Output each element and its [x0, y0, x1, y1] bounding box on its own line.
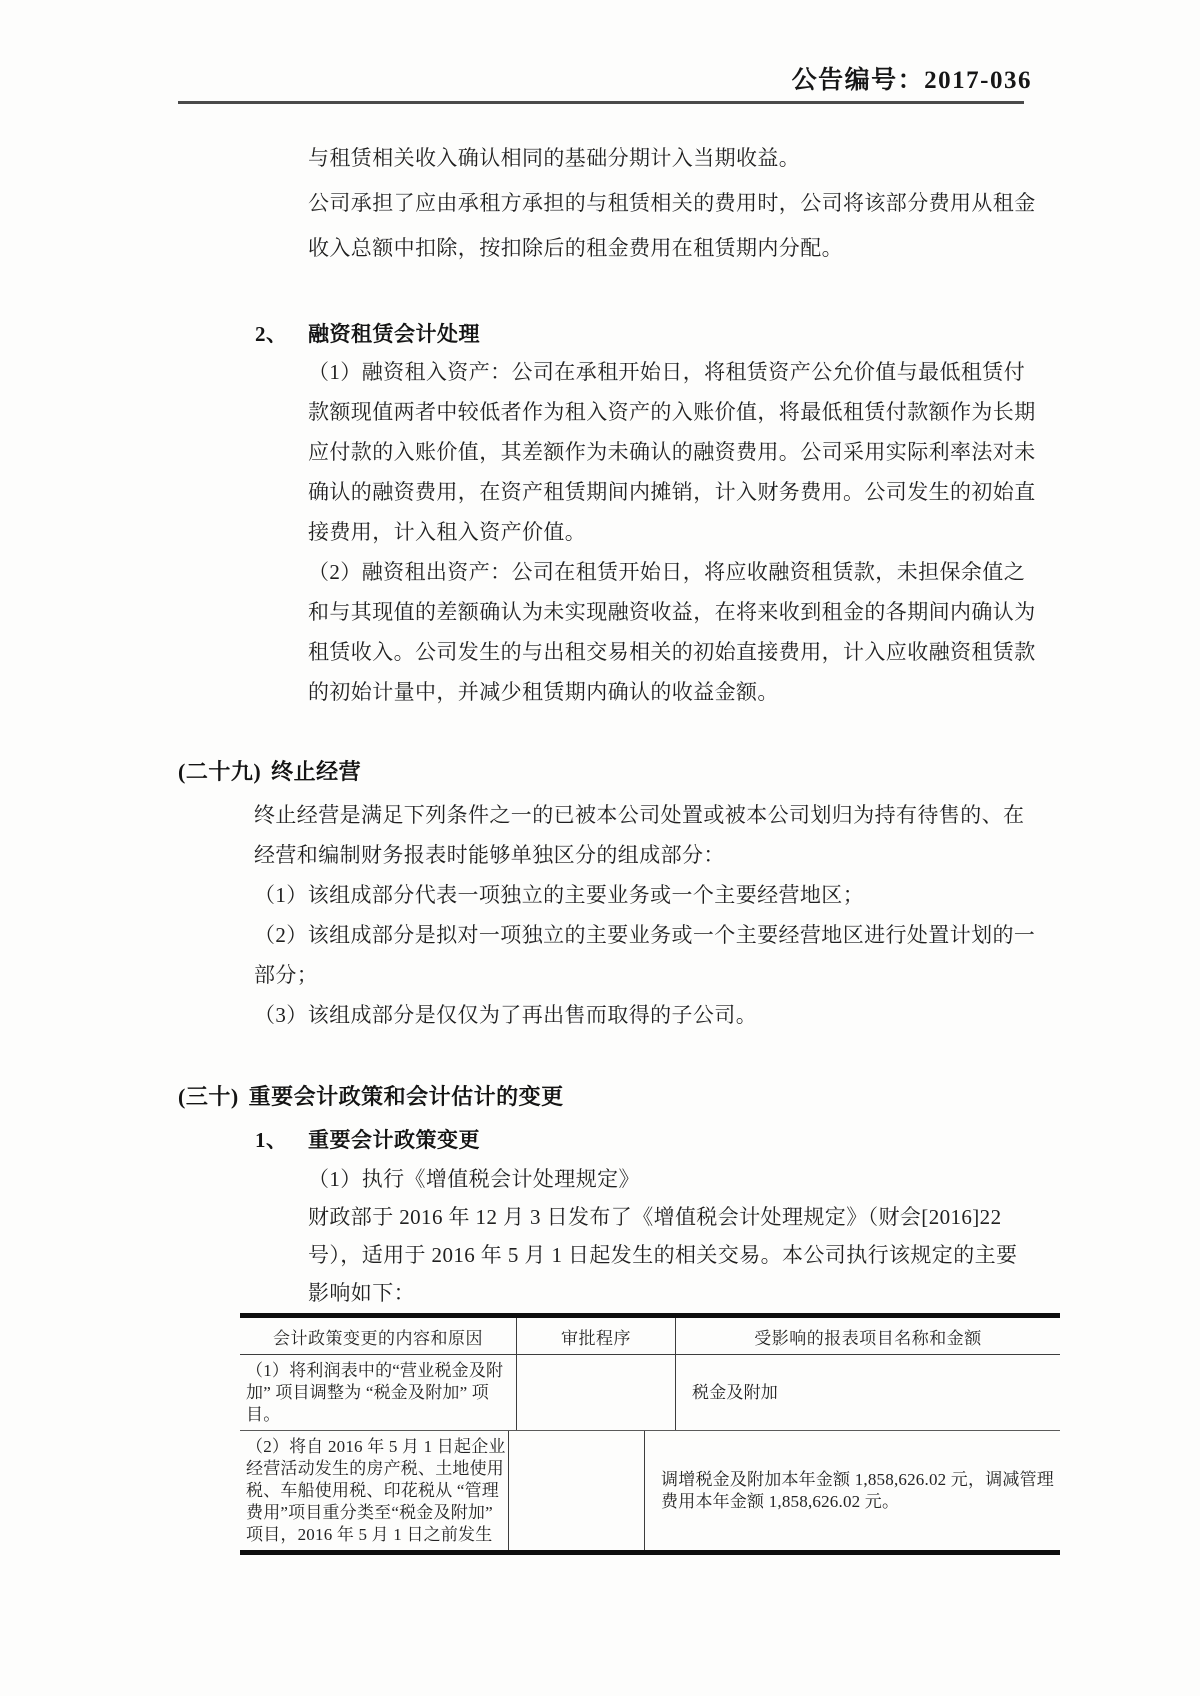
heading-discontinued-operations [178, 755, 361, 786]
policy-change-table [240, 1313, 1060, 1555]
text-line: 目。 [246, 1405, 281, 1424]
text-line: 的初始计量中，并减少租赁期内确认的收益金额。 [308, 680, 779, 704]
text-line: （2）将自 2016 年 5 月 1 日起企业 [246, 1437, 506, 1456]
text-line: （2）融资租出资产：公司在租赁开始日，将应收融资租赁款，未担保余值之 [308, 560, 1026, 584]
text-line: 调增税金及附加本年金额 1,858,626.02 元，调减管理 [661, 1469, 1054, 1489]
text-line: 税金及附加 [692, 1382, 778, 1402]
heading-finance-lease [255, 318, 480, 348]
table-cell-content [240, 1431, 508, 1550]
header-rule [178, 101, 1024, 104]
heading-title: 终止经营 [271, 759, 362, 784]
paragraph-finance-lease-out [308, 552, 1036, 712]
table-header-content: 会计政策变更的内容和原因 [273, 1328, 483, 1348]
heading-title: 融资租赁会计处理 [308, 322, 480, 346]
table-header-approval: 审批程序 [516, 1318, 676, 1354]
text-line: 确认的融资费用，在资产租赁期间内摊销，计入财务费用。公司发生的初始直 [308, 480, 1036, 504]
table-cell-impact [645, 1431, 1060, 1550]
table-cell-approval [516, 1355, 676, 1430]
table-row [240, 1355, 1060, 1431]
table-header-row [240, 1318, 1060, 1355]
text-line: （3）该组成部分是仅仅为了再出售而取得的子公司。 [254, 1003, 758, 1027]
text-line: 公司承担了应由承租方承担的与租赁相关的费用时，公司将该部分费用从租金 [308, 191, 1036, 215]
text-line: （2）该组成部分是拟对一项独立的主要业务或一个主要经营地区进行处置计划的一 [254, 923, 1036, 947]
text-line: 与租赁相关收入确认相同的基础分期计入当期收益。 [308, 146, 801, 170]
paragraph-discontinued-operations [254, 795, 1035, 1035]
text-line: 和与其现值的差额确认为未实现融资收益，在将来收到租金的各期间内确认为 [308, 600, 1036, 624]
text-line: 部分； [254, 963, 319, 987]
paragraph-finance-lease-in [308, 352, 1036, 552]
table-row [240, 1431, 1060, 1550]
text-line: （1）执行《增值税会计处理规定》 [308, 1167, 640, 1191]
text-line: 租赁收入。公司发生的与出租交易相关的初始直接费用，计入应收融资租赁款 [308, 640, 1036, 664]
heading-title: 重要会计政策和会计估计的变更 [248, 1084, 564, 1109]
text-line: 号），适用于 2016 年 5 月 1 日起发生的相关交易。本公司执行该规定的主要 [308, 1243, 1018, 1267]
text-line: 财政部于 2016 年 12 月 3 日发布了《增值税会计处理规定》（财会[2016]22 [308, 1205, 1002, 1229]
table-cell-approval [508, 1431, 645, 1550]
text-line: 费用本年金额 1,858,626.02 元。 [661, 1491, 900, 1511]
heading-number: (二十九) [178, 759, 262, 784]
table-cell-impact [676, 1355, 1060, 1430]
text-line: （1）将利润表中的“营业税金及附 [246, 1361, 504, 1380]
table-cell-content [240, 1355, 516, 1430]
table-header-impact: 受影响的报表项目名称和金额 [754, 1328, 982, 1348]
text-line: 影响如下： [308, 1281, 415, 1305]
text-line: （1）该组成部分代表一项独立的主要业务或一个主要经营地区； [254, 883, 865, 907]
text-line: 接费用，计入租入资产价值。 [308, 520, 587, 544]
text-line: 经营和编制财务报表时能够单独区分的组成部分： [254, 843, 725, 867]
text-line: 项目，2016 年 5 月 1 日之前发生 [246, 1525, 493, 1544]
paragraph-lease-income [308, 136, 1036, 271]
text-line: 收入总额中扣除，按扣除后的租金费用在租赁期内分配。 [308, 236, 843, 260]
heading-policy-change [255, 1124, 480, 1154]
text-line: 费用”项目重分类至“税金及附加” [246, 1503, 493, 1522]
heading-number: 1、 [255, 1128, 288, 1152]
text-line: 税、车船使用税、印花税从 “管理 [246, 1481, 499, 1500]
text-line: （1）融资租入资产：公司在承租开始日，将租赁资产公允价值与最低租赁付 [308, 360, 1026, 384]
heading-title: 重要会计政策变更 [308, 1128, 480, 1152]
text-line: 终止经营是满足下列条件之一的已被本公司处置或被本公司划归为持有待售的、在 [254, 803, 1025, 827]
text-line: 加” 项目调整为 “税金及附加” 项 [246, 1383, 489, 1402]
heading-accounting-policy-changes [178, 1080, 564, 1111]
heading-number: (三十) [178, 1084, 239, 1109]
text-line: 应付款的入账价值，其差额作为未确认的融资费用。公司采用实际利率法对未 [308, 440, 1036, 464]
doc-number: 公告编号：2017-036 [791, 67, 1032, 94]
paragraph-vat-regulation [308, 1160, 1017, 1312]
text-line: 款额现值两者中较低者作为租入资产的入账价值，将最低租赁付款额作为长期 [308, 400, 1036, 424]
text-line: 经营活动发生的房产税、土地使用 [246, 1459, 504, 1478]
heading-number: 2、 [255, 322, 288, 346]
